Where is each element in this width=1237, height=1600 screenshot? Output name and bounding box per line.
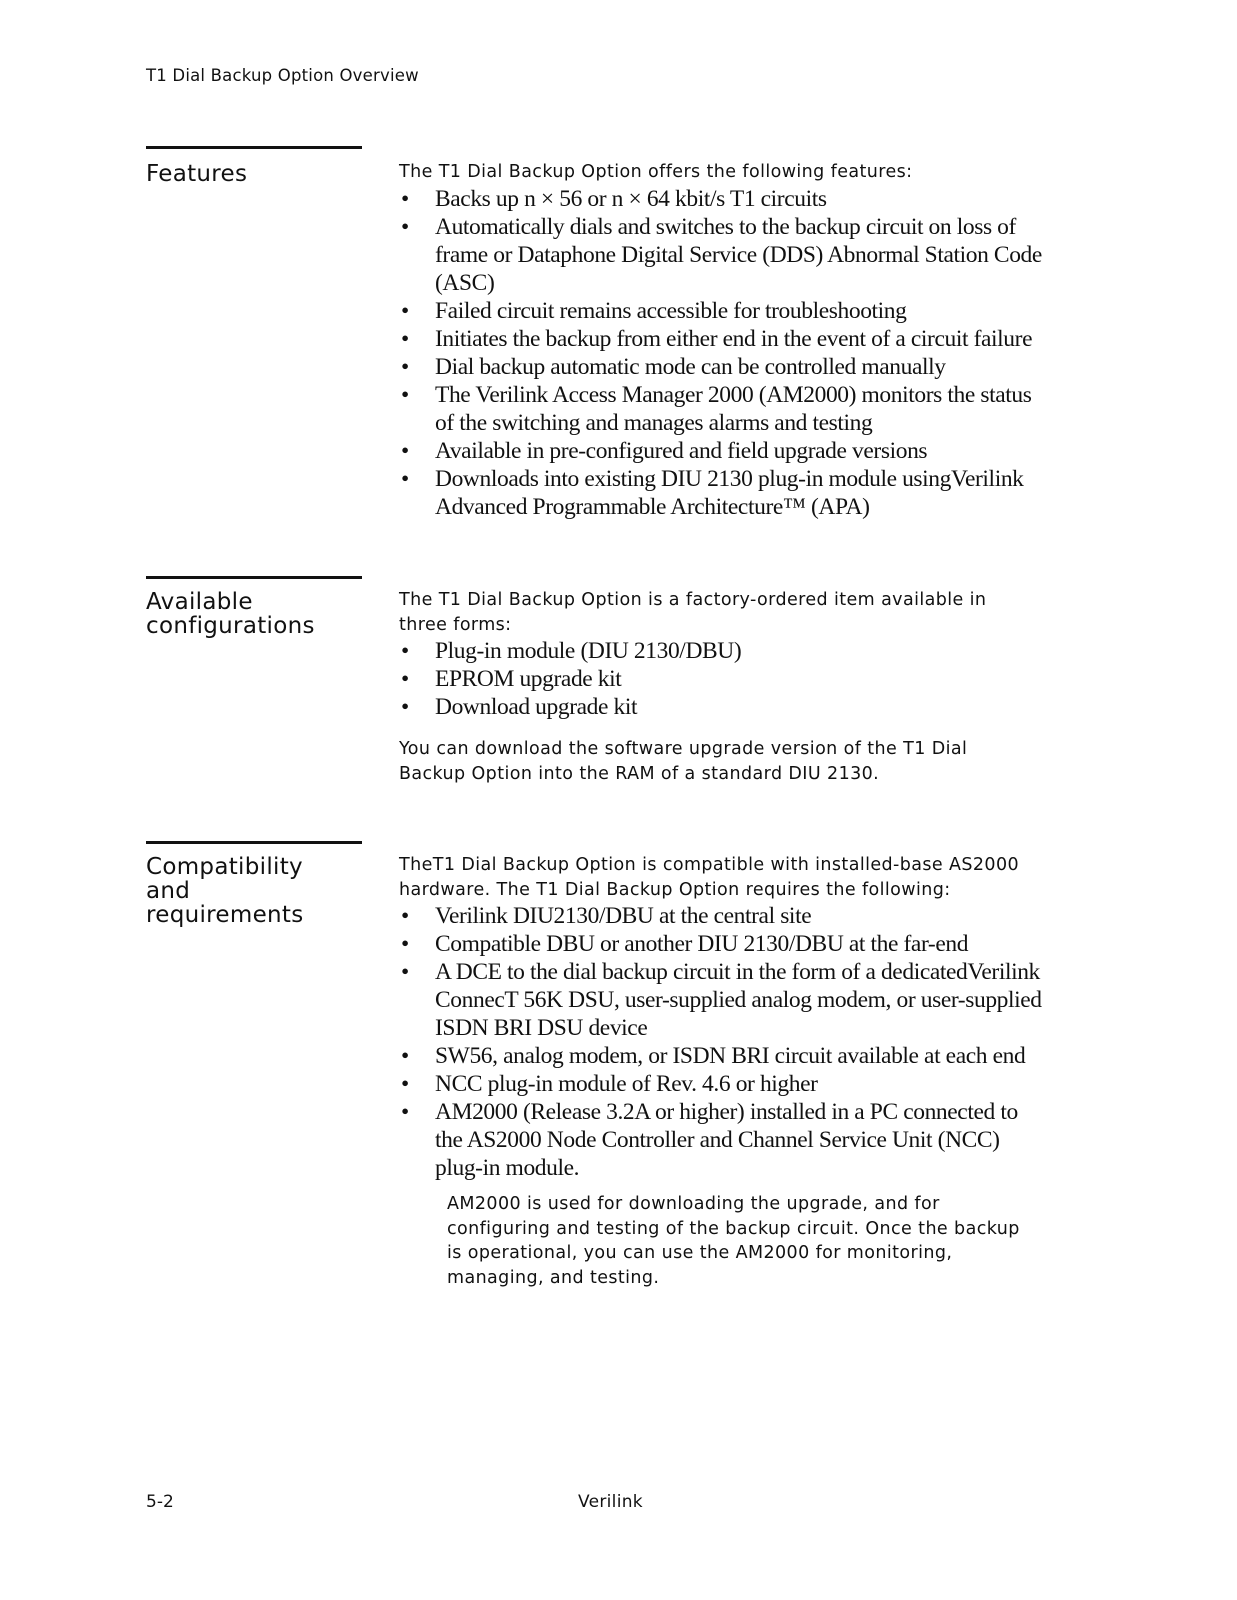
bullet-icon: • [401, 694, 409, 720]
bullet-icon: • [401, 465, 409, 492]
bullet-icon: • [401, 903, 409, 929]
item-line: Automatically dials and switches to the backup circuit on loss of [435, 213, 1016, 240]
list-item [399, 185, 1099, 213]
note-line: AM2000 is used for downloading the upgrade, and for [447, 1194, 940, 1214]
intro-line: TheT1 Dial Backup Option is compatible with installed-base AS2000 [399, 855, 1020, 875]
intro-paragraph [399, 853, 1099, 902]
item-line: Available in pre-configured and field upgrade versions [435, 437, 928, 464]
section-rule [146, 576, 362, 579]
item-line: Downloads into existing DIU 2130 plug-in module usingVerilink [435, 465, 1024, 492]
item-line: SW56, analog modem, or ISDN BRI circuit available at each end [435, 1043, 1026, 1069]
bullet-icon: • [401, 931, 409, 957]
heading-line: Compatibility [146, 854, 303, 880]
list-item [399, 902, 1099, 930]
bullet-icon: • [401, 437, 409, 464]
list-item [399, 465, 1099, 521]
list-item [399, 381, 1099, 437]
item-line: of the switching and manages alarms and testing [435, 409, 873, 436]
section-rule [146, 841, 362, 844]
bullet-icon: • [401, 381, 409, 408]
list-item [399, 1098, 1099, 1182]
list-item [399, 1070, 1099, 1098]
footer-brand: Verilink [578, 1492, 643, 1512]
item-line: plug-in module. [435, 1155, 580, 1181]
list-item [399, 325, 1099, 353]
item-line: Compatible DBU or another DIU 2130/DBU at the far-end [435, 931, 969, 957]
item-line: ISDN BRI DSU device [435, 1015, 648, 1041]
list-item [399, 213, 1099, 297]
note-line: You can download the software upgrade version of the T1 Dial [399, 739, 968, 759]
bullet-icon: • [401, 959, 409, 985]
item-line: NCC plug-in module of Rev. 4.6 or higher [435, 1071, 818, 1097]
bullet-icon: • [401, 1099, 409, 1125]
list-item [399, 958, 1099, 1042]
list-item [399, 665, 1099, 693]
section-heading [146, 590, 376, 638]
item-line: Initiates the backup from either end in the event of a circuit failure [435, 325, 1033, 352]
bullet-icon: • [401, 1043, 409, 1069]
item-line: (ASC) [435, 269, 495, 296]
item-line: Advanced Programmable Architecture™ (APA) [435, 493, 870, 520]
heading-line: and [146, 878, 191, 904]
list-item [399, 353, 1099, 381]
item-line: EPROM upgrade kit [435, 666, 622, 692]
item-line: Plug-in module (DIU 2130/DBU) [435, 638, 742, 664]
item-line: frame or Dataphone Digital Service (DDS) Abnormal Station Code [435, 241, 1042, 268]
bullet-icon: • [401, 1071, 409, 1097]
list-item [399, 1042, 1099, 1070]
bullet-icon: • [401, 638, 409, 664]
feature-list [399, 185, 1099, 521]
intro-line: hardware. The T1 Dial Backup Option requires the following: [399, 879, 951, 900]
item-line: The Verilink Access Manager 2000 (AM2000) monitors the status [435, 381, 1032, 408]
section-body [399, 853, 1099, 1290]
item-line: the AS2000 Node Controller and Channel Service Unit (NCC) [435, 1127, 1000, 1153]
intro-line: three forms: [399, 614, 512, 635]
running-header: T1 Dial Backup Option Overview [146, 66, 419, 85]
intro-line: The T1 Dial Backup Option offers the following features: [399, 162, 913, 182]
section-body [399, 588, 1099, 786]
section-rule [146, 146, 362, 149]
item-line: Backs up n × 56 or n × 64 kbit/s T1 circuits [435, 185, 827, 212]
bullet-icon: • [401, 213, 409, 240]
item-line: Download upgrade kit [435, 694, 638, 720]
list-item [399, 637, 1099, 665]
note-line: configuring and testing of the backup circuit. Once the backup [447, 1218, 1020, 1239]
item-line: Verilink DIU2130/DBU at the central site [435, 903, 812, 929]
intro-line: The T1 Dial Backup Option is a factory-ordered item available in [399, 590, 987, 610]
item-line: A DCE to the dial backup circuit in the form of a dedicatedVerilink [435, 959, 1040, 985]
note-line: managing, and testing. [447, 1267, 660, 1288]
heading-line: requirements [146, 902, 304, 928]
intro-paragraph [399, 160, 1099, 185]
bullet-icon: • [401, 325, 409, 352]
item-line: Failed circuit remains accessible for troubleshooting [435, 297, 907, 324]
item-line: Dial backup automatic mode can be controlled manually [435, 353, 946, 380]
section-heading [146, 162, 376, 186]
list-item [399, 930, 1099, 958]
list-item [399, 693, 1099, 721]
page-number: 5-2 [146, 1492, 174, 1512]
note-line: Backup Option into the RAM of a standard DIU 2130. [399, 763, 880, 784]
section-body [399, 160, 1099, 521]
list-item [399, 297, 1099, 325]
bullet-icon: • [401, 297, 409, 324]
configuration-list [399, 637, 1099, 721]
list-item [399, 437, 1099, 465]
note-paragraph [399, 737, 1099, 786]
intro-paragraph [399, 588, 1099, 637]
item-line: AM2000 (Release 3.2A or higher) installed in a PC connected to [435, 1099, 1018, 1125]
heading-line: Available [146, 589, 253, 615]
section-heading [146, 855, 376, 927]
note-line: is operational, you can use the AM2000 for monitoring, [447, 1243, 953, 1263]
bullet-icon: • [401, 185, 409, 212]
item-line: ConnecT 56K DSU, user-supplied analog modem, or user-supplied [435, 987, 1042, 1013]
note-paragraph [447, 1192, 1099, 1290]
bullet-icon: • [401, 666, 409, 692]
requirement-list [399, 902, 1099, 1182]
bullet-icon: • [401, 353, 409, 380]
heading-line: configurations [146, 613, 315, 639]
heading-line: Features [146, 161, 248, 187]
